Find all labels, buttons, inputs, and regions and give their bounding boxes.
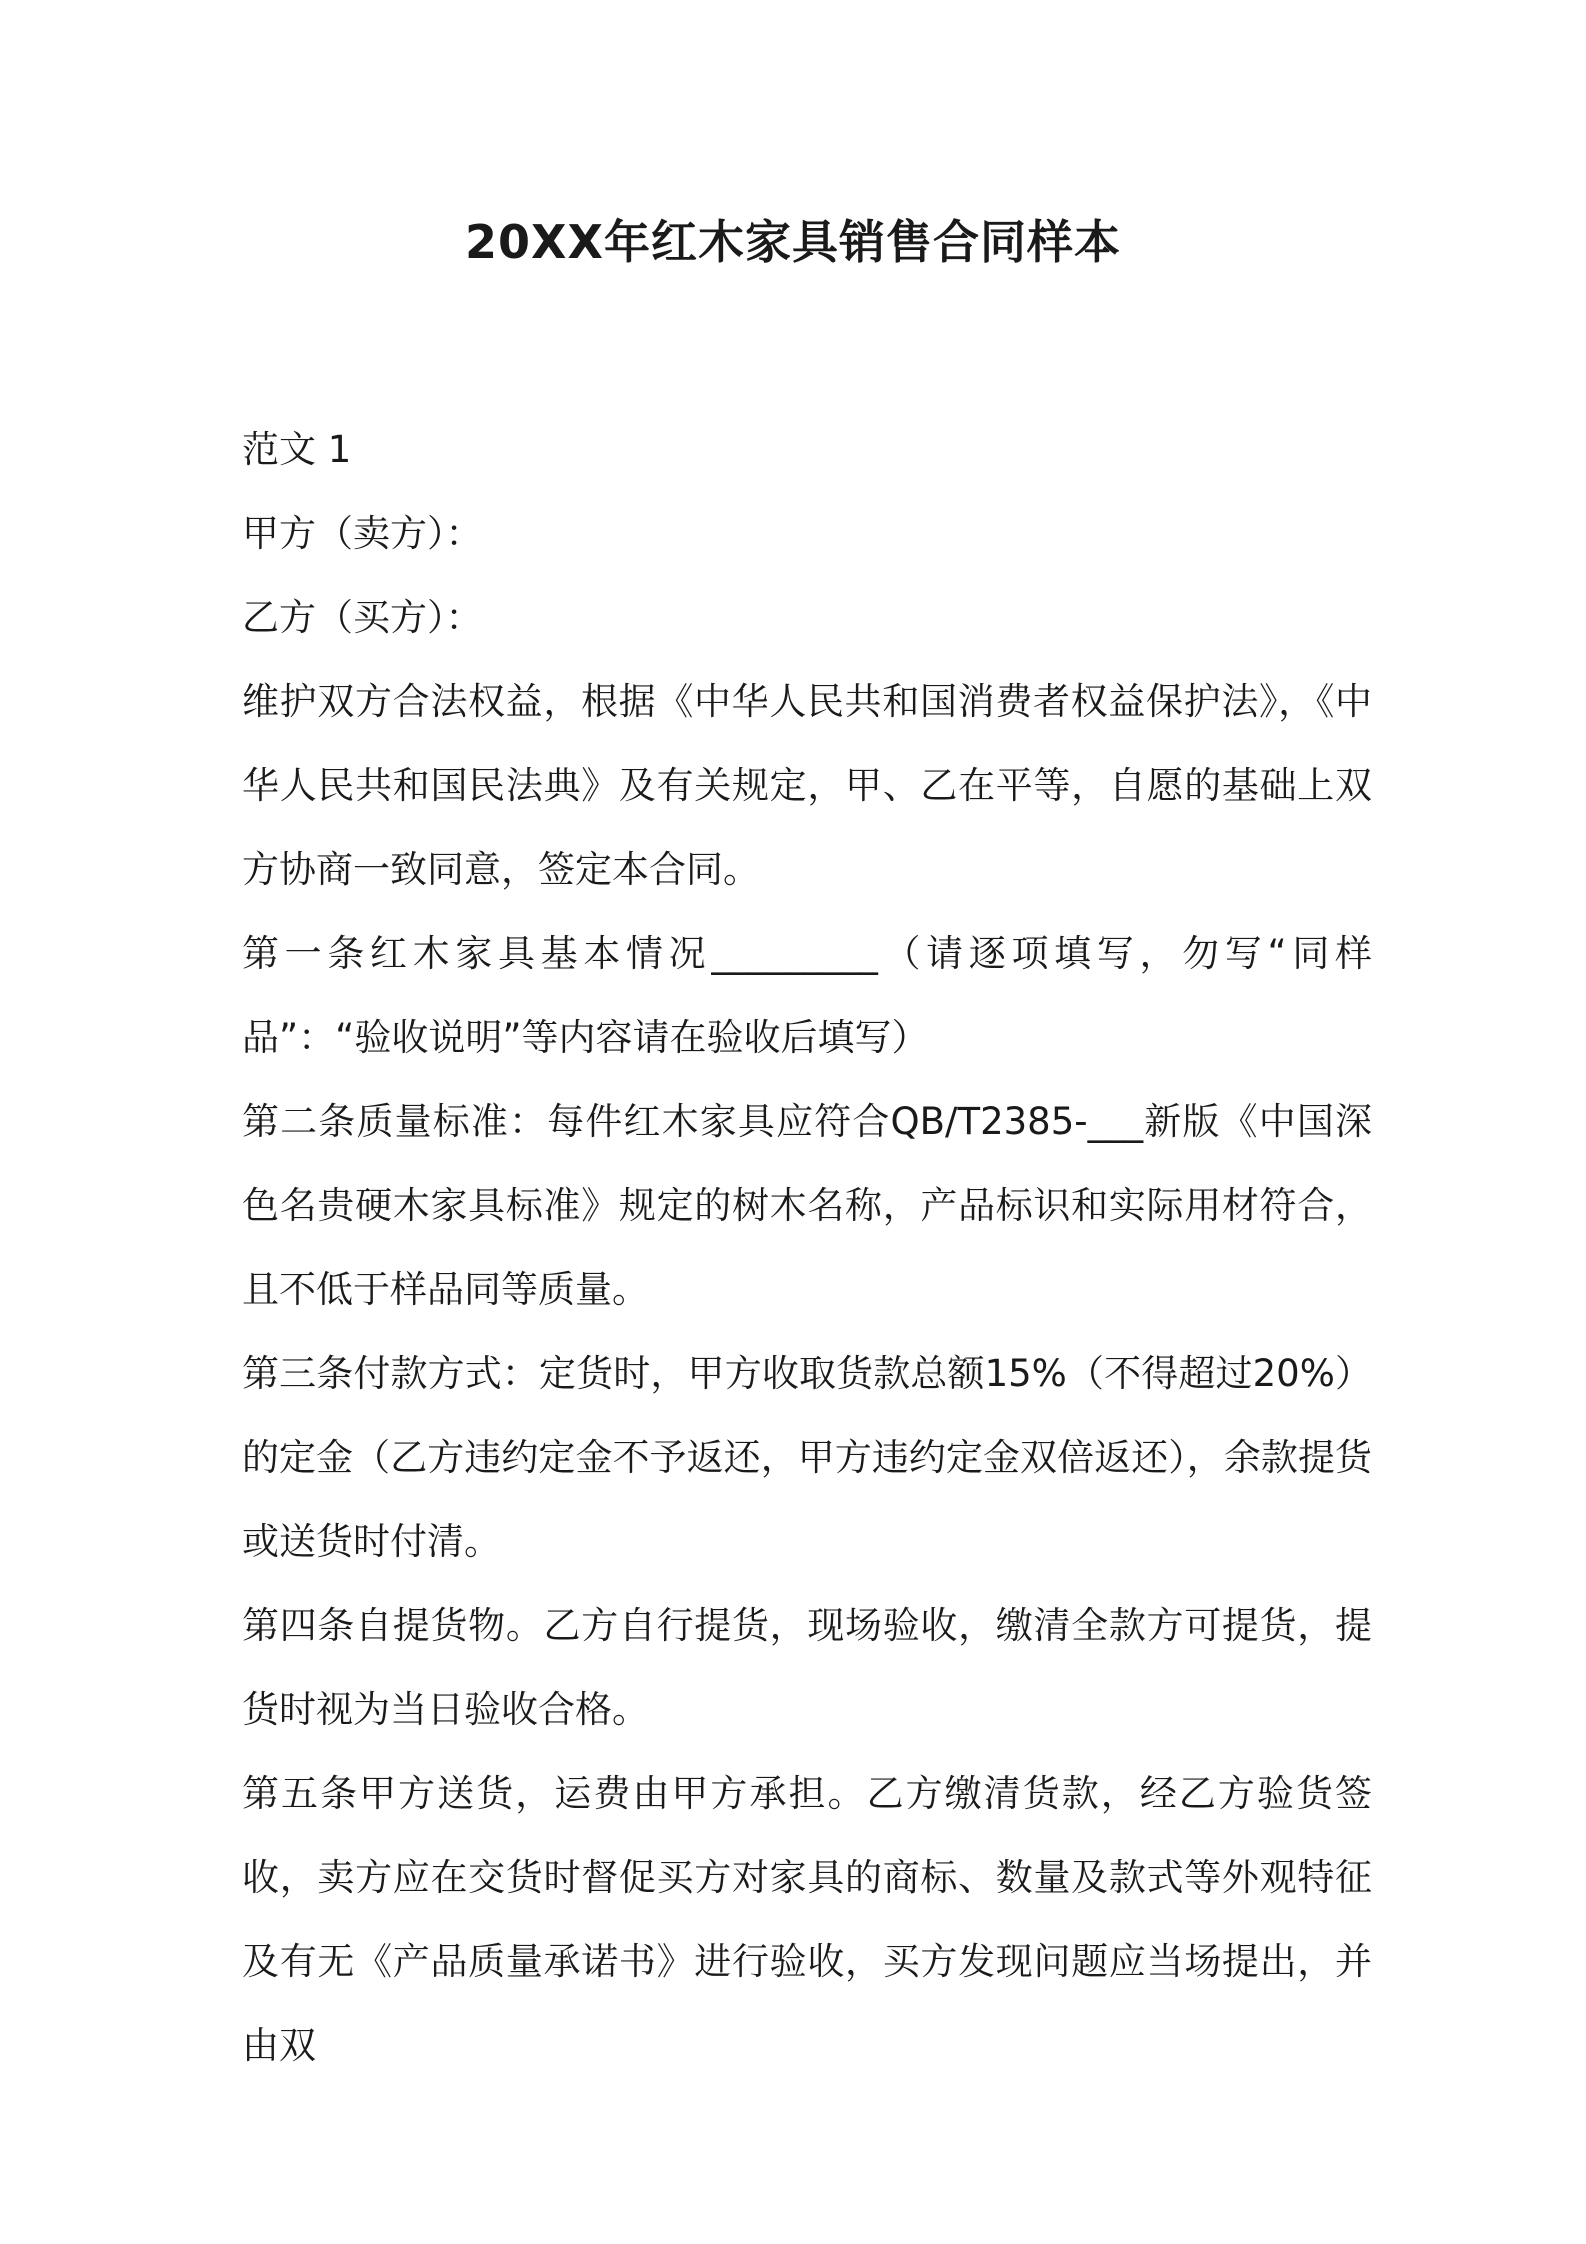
document-title: 20XX年红木家具销售合同样本 (465, 215, 1121, 269)
paragraph-article-3: 第三条付款方式：定货时，甲方收取货款总额15%（不得超过20%）的定金（乙方违约定金不予返还，甲方违约定金双倍返还），余款提货或送货时付清。 (242, 1352, 1372, 1563)
document-body (242, 408, 1372, 2088)
paragraph-article-1: 第一条红木家具基本情况_________（请逐项填写，勿写“同样品”：“验收说明”等内容请在验收后填写） (242, 932, 1372, 1059)
paragraph-party-b: 乙方（买方）： (242, 596, 483, 639)
paragraph-article-5: 第五条甲方送货，运费由甲方承担。乙方缴清货款，经乙方验货签收，卖方应在交货时督促买方对家具的商标、数量及款式等外观特征及有无《产品质量承诺书》进行验收，买方发现问题应当场提出，并由双 (242, 1772, 1372, 2067)
paragraph-article-2: 第二条质量标准：每件红木家具应符合QB/T2385-___新版《中国深色名贵硬木家具标准》规定的树木名称，产品标识和实际用材符合，且不低于样品同等质量。 (242, 1100, 1372, 1311)
paragraph-sample-label: 范文 1 (242, 428, 352, 471)
paragraph-party-a: 甲方（卖方）： (242, 512, 483, 555)
paragraph-article-4: 第四条自提货物。乙方自行提货，现场验收，缴清全款方可提货，提货时视为当日验收合格。 (242, 1604, 1372, 1731)
paragraph-preamble: 维护双方合法权益，根据《中华人民共和国消费者权益保护法》，《中华人民共和国民法典》及有关规定，甲、乙在平等，自愿的基础上双方协商一致同意，签定本合同。 (242, 680, 1372, 891)
